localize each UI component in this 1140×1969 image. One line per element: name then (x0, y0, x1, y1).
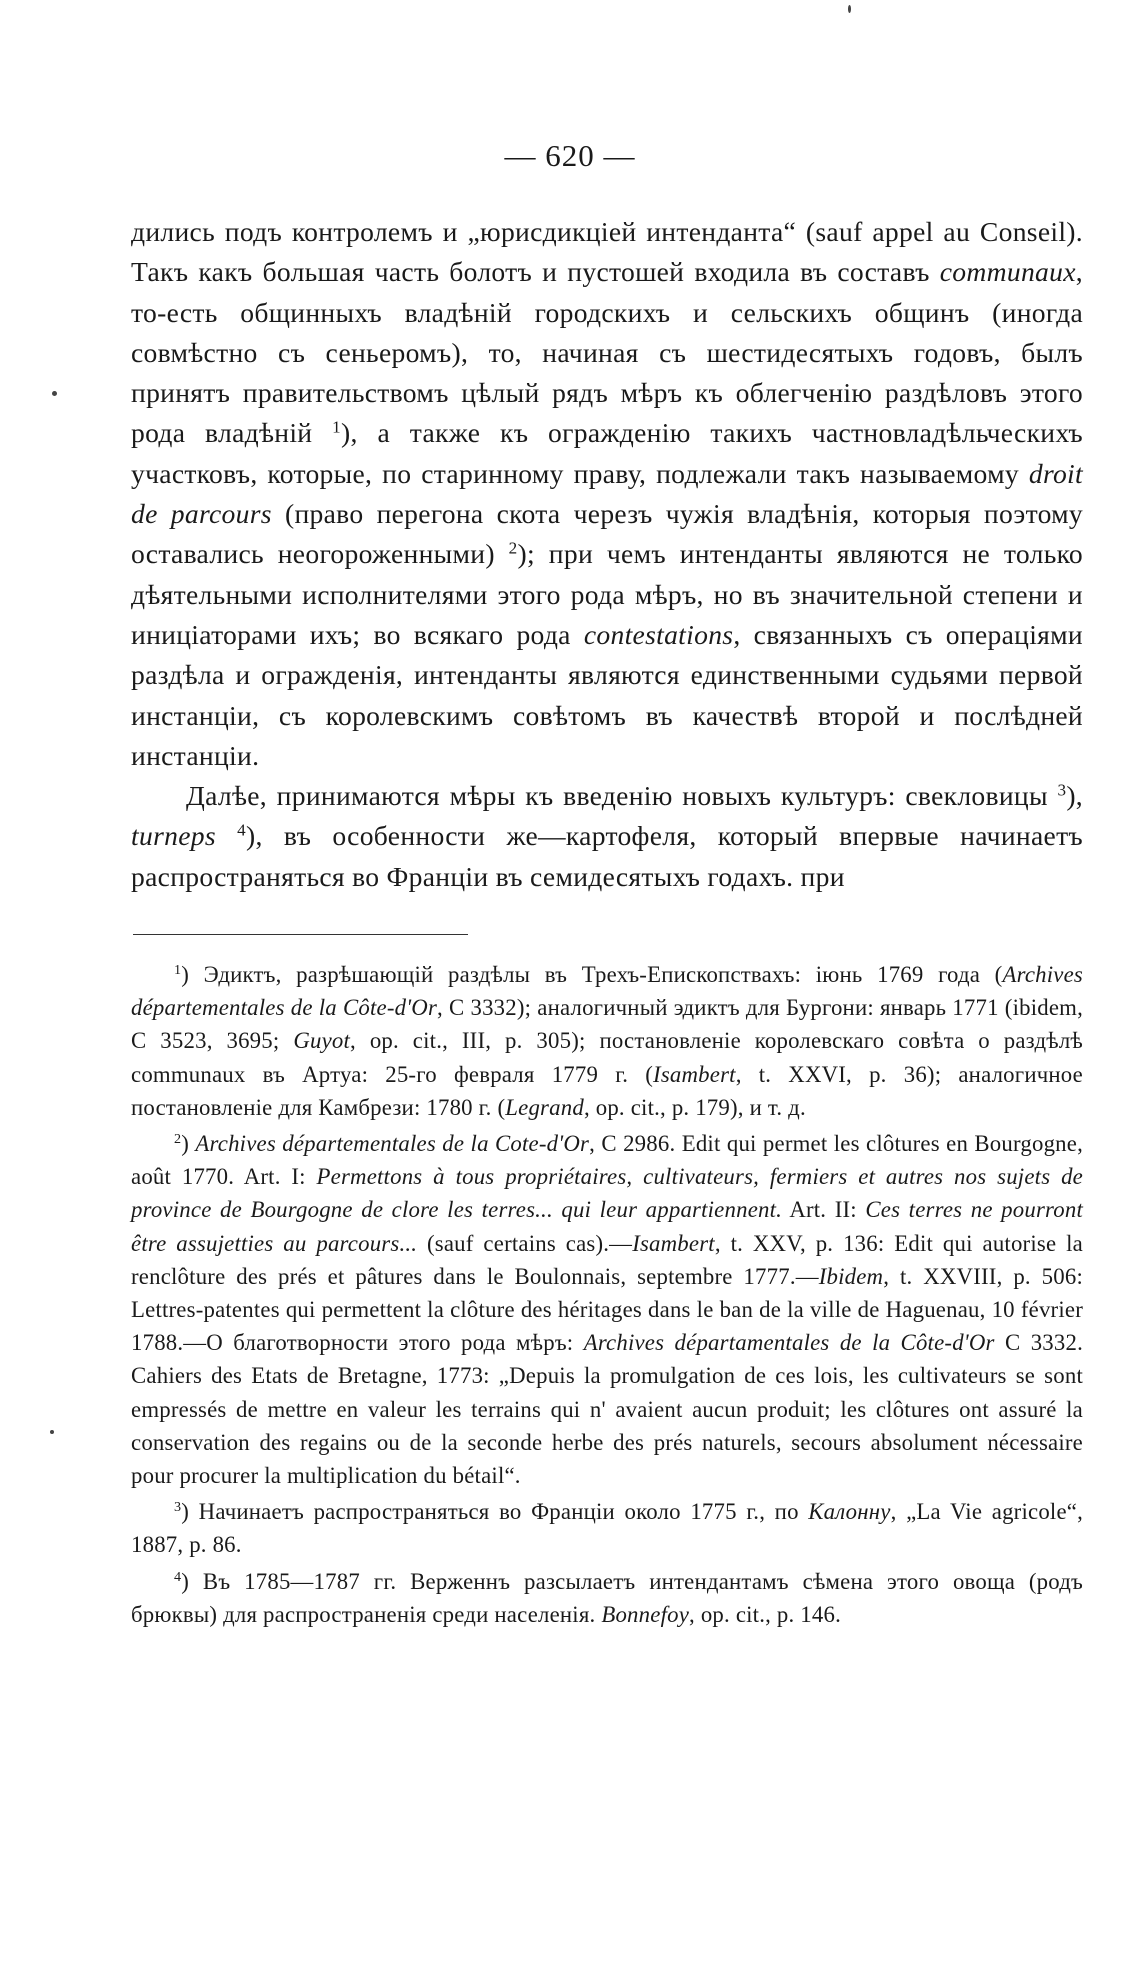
italic-term: contestations (583, 618, 734, 650)
footnote-ref[interactable]: 1 (332, 418, 341, 438)
footnote-ref[interactable]: 4 (237, 821, 246, 841)
text-run: ) (181, 1131, 196, 1157)
text-run: , op. cit., p. 179), и т. д. (583, 1094, 806, 1120)
text-run: , t. XXV, p. 136: Edit qui autorise la renclôture des prés et pâtures dans le Boulonnais, septembre 1777.— (131, 1230, 1083, 1289)
footnote-ref[interactable]: 2 (508, 538, 518, 558)
text-run: , t. XXVI, p. 36); аналогичное постановленіе для Камбрези: 1780 г. ( (131, 1061, 1083, 1120)
text-run: , C 2986. Edit qui permet les clôtures en Bourgogne, août 1770. Art. I: (131, 1131, 1083, 1190)
print-speck (50, 1430, 54, 1434)
italic-term: Archives départamentales de la Côte-d'Or (583, 1330, 995, 1356)
text-run: , связанныхъ съ операціями раздѣла и огражденія, интенданты являются единственными судьями первой инстанціи, съ королевскимъ совѣтомъ въ качествѣ второй и послѣдней инстанціи. (131, 618, 1083, 771)
text-run: , „La Vie agricole“, 1887, p. 86. (131, 1499, 1083, 1558)
text-run: Далѣе, принимаются мѣры къ введенію новыхъ культуръ: свекловицы (186, 780, 1058, 812)
page-number: — 620 — (504, 138, 636, 173)
text-run: ); при чемъ интенданты являются не только дѣятельными исполнителями этого рода мѣръ, но въ значительной степени и иниціаторами ихъ; во всякаго рода (131, 538, 1083, 650)
italic-term: Permettons à tous propriétaires, cultivateurs, fermiers et autres nos sujets de province de Bourgogne de clore les terres... qui leur appartiennent. (131, 1164, 1083, 1223)
footnote-3 (131, 1495, 1083, 1561)
text-run: ) Эдиктъ, разрѣшающій раздѣлы въ Трехъ-Епископствахъ: іюнь 1769 года ( (181, 962, 1003, 987)
italic-term: Legrand (505, 1094, 584, 1120)
italic-term: Guyot (293, 1028, 351, 1054)
footnote-1 (131, 958, 1083, 1124)
italic-term: Isambert (632, 1230, 715, 1256)
text-run: (sauf certains cas).— (417, 1230, 633, 1256)
print-speck (848, 5, 851, 13)
italic-term: droit de parcours (131, 457, 1083, 530)
text-run: , то-есть общинныхъ владѣній городскихъ и сельскихъ общинъ (иногда совмѣстно съ сеньеромъ), то, начиная съ шестидесятыхъ годовъ, былъ принятъ правительствомъ цѣлый рядъ мѣръ къ облегченію раздѣловъ этого рода владѣній (131, 256, 1083, 449)
main-paragraph-1 (131, 212, 1083, 776)
text-run: ) Начинаетъ распространяться во Франціи около 1775 г., по (181, 1499, 809, 1525)
italic-term: Ces terres ne pourront être assujetties au parcours... (131, 1197, 1083, 1256)
italic-term: communaux (939, 256, 1076, 288)
text-run: дились подъ контролемъ и „юрисдикціей интенданта“ (sauf appel au Conseil). Такъ какъ большая часть болотъ и пустошей входила въ составъ (131, 216, 1083, 288)
text-run: ) Въ 1785—1787 гг. Верженнъ разсылаетъ интендантамъ сѣмена этого овоща (родъ брюквы) для распространенія среди населенія. (131, 1568, 1083, 1627)
text-run: C 3332. Cahiers des Etats de Bretagne, 1773: „Depuis la promulgation de ces lois, les cultivateurs se sont empressés de mettre en valeur les terrains qui n' avaient aucun produit; les clôtures ont assuré la conservation des regains ou de la seconde herbe des prés naturels, secours absolument nécessaire pour procurer la multiplication du bétail“. (131, 1330, 1084, 1489)
italic-term: Ibidem (818, 1263, 884, 1289)
italic-term: Калонну (808, 1499, 891, 1525)
italic-term: Bonnefoy (601, 1601, 690, 1627)
text-run: , op. cit., p. 146. (689, 1601, 841, 1627)
footnote-separator (133, 934, 468, 935)
text-run: Art. II: (782, 1197, 866, 1223)
footnote-mark: 4 (174, 1568, 182, 1585)
text-run: , C 3332); аналогичный эдиктъ для Бургони: январь 1771 (ibidem, C 3523, 3695; (131, 995, 1083, 1054)
text-run: ), въ особенности же—картофеля, который впервые начинаетъ распространяться во Франціи въ семидесятыхъ годахъ. при (131, 820, 1083, 892)
text-run: ), а также къ огражденію такихъ частновладѣльческихъ участковъ, которые, по старинному праву, подлежали такъ называемому (131, 417, 1083, 489)
footnote-mark: 3 (174, 1499, 182, 1516)
main-text (131, 212, 1083, 897)
italic-term: Isambert (653, 1061, 736, 1087)
footnote-mark: 2 (174, 1131, 182, 1148)
footnote-ref[interactable]: 3 (1057, 780, 1067, 800)
italic-term: turneps (131, 820, 216, 852)
text-run: , op. cit., III, p. 305); постановленіе королевскаго совѣта о раздѣлѣ communaux въ Артуа: 25-го февраля 1779 г. ( (131, 1028, 1084, 1087)
text-run: , t. XXVIII, p. 506: Lettres-patentes qui permettent la clôture des héritages dans le ban de la ville de Haguenau, 10 février 1788.—O благотворности этого рода мѣръ: (131, 1263, 1083, 1356)
text-run: (право перегона скота черезъ чужія владѣнія, которыя поэтому оставались неогороженными) (131, 498, 1083, 570)
footnote-4 (131, 1565, 1083, 1631)
italic-term: Archives départementales de la Côte-d'Or (131, 962, 1083, 1021)
footnotes (131, 958, 1083, 1631)
footnote-2 (131, 1127, 1083, 1492)
text-run: ), (1066, 780, 1083, 812)
print-speck (52, 391, 57, 396)
italic-term: Archives départementales de la Cote-d'Or (195, 1131, 590, 1157)
footnote-mark: 1 (174, 962, 182, 979)
main-paragraph-2 (131, 776, 1083, 897)
